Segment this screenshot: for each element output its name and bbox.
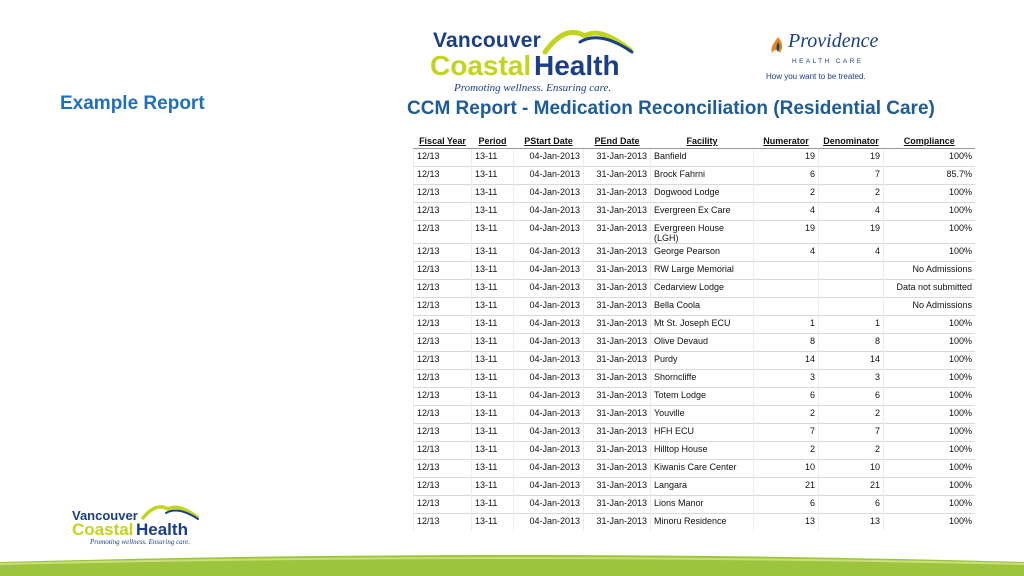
cell-numerator: 4 <box>754 244 819 262</box>
cell-denominator: 19 <box>819 149 884 167</box>
cell-compliance: No Admissions <box>884 298 976 316</box>
cell-fiscal-year: 12/13 <box>414 352 472 370</box>
report-table <box>413 133 975 531</box>
table-row <box>414 221 976 244</box>
cell-facility: Langara <box>651 478 754 496</box>
cell-compliance: 100% <box>884 496 976 514</box>
cell-pend-date: 31-Jan-2013 <box>584 244 651 262</box>
table-body <box>414 149 976 532</box>
cell-compliance: 100% <box>884 203 976 221</box>
cell-facility: Cedarview Lodge <box>651 280 754 298</box>
cell-denominator: 2 <box>819 406 884 424</box>
flame-logo-icon <box>768 35 788 55</box>
table-row <box>414 496 976 514</box>
cell-fiscal-year: 12/13 <box>414 298 472 316</box>
cell-facility: Brock Fahrni <box>651 167 754 185</box>
cell-pstart-date: 04-Jan-2013 <box>514 334 584 352</box>
cell-denominator: 2 <box>819 442 884 460</box>
cell-fiscal-year: 12/13 <box>414 370 472 388</box>
table-row <box>414 388 976 406</box>
cell-facility: Bella Coola <box>651 298 754 316</box>
cell-numerator: 6 <box>754 496 819 514</box>
cell-compliance: 100% <box>884 442 976 460</box>
cell-fiscal-year: 12/13 <box>414 496 472 514</box>
cell-pend-date: 31-Jan-2013 <box>584 280 651 298</box>
cell-fiscal-year: 12/13 <box>414 167 472 185</box>
cell-denominator <box>819 262 884 280</box>
vch-tagline: Promoting wellness. Ensuring care. <box>90 538 191 546</box>
providence-tagline: How you want to be treated. <box>766 72 866 81</box>
table-row <box>414 460 976 478</box>
cell-denominator <box>819 298 884 316</box>
cell-pend-date: 31-Jan-2013 <box>584 460 651 478</box>
cell-compliance: 100% <box>884 424 976 442</box>
table-row <box>414 203 976 221</box>
table-row <box>414 424 976 442</box>
cell-period: 13-11 <box>472 424 514 442</box>
cell-facility: Kiwanis Care Center <box>651 460 754 478</box>
cell-pstart-date: 04-Jan-2013 <box>514 262 584 280</box>
cell-numerator: 14 <box>754 352 819 370</box>
cell-period: 13-11 <box>472 352 514 370</box>
cell-pend-date: 31-Jan-2013 <box>584 478 651 496</box>
vch-wordmark-health: Health <box>136 520 188 539</box>
cell-compliance: 100% <box>884 370 976 388</box>
cell-numerator: 2 <box>754 406 819 424</box>
cell-pend-date: 31-Jan-2013 <box>584 514 651 532</box>
table-row <box>414 244 976 262</box>
cell-denominator: 10 <box>819 460 884 478</box>
cell-numerator <box>754 262 819 280</box>
cell-fiscal-year: 12/13 <box>414 262 472 280</box>
table-row <box>414 167 976 185</box>
col-header-compliance[interactable]: Compliance <box>884 133 976 149</box>
cell-facility: Purdy <box>651 352 754 370</box>
cell-pend-date: 31-Jan-2013 <box>584 370 651 388</box>
cell-numerator: 7 <box>754 424 819 442</box>
cell-pend-date: 31-Jan-2013 <box>584 262 651 280</box>
cell-period: 13-11 <box>472 316 514 334</box>
cell-pend-date: 31-Jan-2013 <box>584 406 651 424</box>
cell-pend-date: 31-Jan-2013 <box>584 167 651 185</box>
col-header-fiscal-year[interactable]: Fiscal Year <box>414 133 472 149</box>
cell-facility: Youville <box>651 406 754 424</box>
cell-compliance: 100% <box>884 185 976 203</box>
cell-compliance: 100% <box>884 221 976 244</box>
cell-fiscal-year: 12/13 <box>414 406 472 424</box>
cell-period: 13-11 <box>472 149 514 167</box>
cell-numerator: 6 <box>754 167 819 185</box>
cell-numerator: 2 <box>754 442 819 460</box>
cell-pstart-date: 04-Jan-2013 <box>514 388 584 406</box>
cell-fiscal-year: 12/13 <box>414 221 472 244</box>
cell-period: 13-11 <box>472 185 514 203</box>
cell-denominator: 21 <box>819 478 884 496</box>
cell-facility: Lions Manor <box>651 496 754 514</box>
table-row <box>414 262 976 280</box>
cell-compliance: 100% <box>884 460 976 478</box>
cell-facility: Hilltop House <box>651 442 754 460</box>
cell-fiscal-year: 12/13 <box>414 442 472 460</box>
cell-fiscal-year: 12/13 <box>414 149 472 167</box>
cell-denominator: 19 <box>819 221 884 244</box>
cell-facility: HFH ECU <box>651 424 754 442</box>
col-header-numerator[interactable]: Numerator <box>754 133 819 149</box>
cell-facility: Banfield <box>651 149 754 167</box>
cell-pend-date: 31-Jan-2013 <box>584 185 651 203</box>
cell-period: 13-11 <box>472 460 514 478</box>
cell-denominator: 6 <box>819 496 884 514</box>
cell-compliance: No Admissions <box>884 262 976 280</box>
cell-pstart-date: 04-Jan-2013 <box>514 203 584 221</box>
cell-period: 13-11 <box>472 203 514 221</box>
cell-denominator: 14 <box>819 352 884 370</box>
cell-pend-date: 31-Jan-2013 <box>584 496 651 514</box>
providence-wordmark: Providence <box>788 30 879 52</box>
providence-subtitle: HEALTH CARE <box>792 58 864 65</box>
cell-numerator: 2 <box>754 185 819 203</box>
table-row <box>414 352 976 370</box>
vch-wordmark-coastal: Coastal <box>72 520 134 539</box>
cell-fiscal-year: 12/13 <box>414 185 472 203</box>
cell-numerator: 13 <box>754 514 819 532</box>
cell-pend-date: 31-Jan-2013 <box>584 352 651 370</box>
cell-pstart-date: 04-Jan-2013 <box>514 221 584 244</box>
cell-fiscal-year: 12/13 <box>414 460 472 478</box>
cell-denominator: 4 <box>819 244 884 262</box>
cell-facility: George Pearson <box>651 244 754 262</box>
table-row <box>414 514 976 532</box>
cell-pstart-date: 04-Jan-2013 <box>514 478 584 496</box>
cell-period: 13-11 <box>472 334 514 352</box>
cell-period: 13-11 <box>472 496 514 514</box>
cell-pend-date: 31-Jan-2013 <box>584 203 651 221</box>
table-row <box>414 334 976 352</box>
cell-fiscal-year: 12/13 <box>414 280 472 298</box>
cell-facility: Evergreen House (LGH) <box>651 221 754 244</box>
cell-pend-date: 31-Jan-2013 <box>584 298 651 316</box>
cell-pstart-date: 04-Jan-2013 <box>514 370 584 388</box>
cell-compliance: 100% <box>884 244 976 262</box>
cell-pend-date: 31-Jan-2013 <box>584 149 651 167</box>
cell-denominator: 3 <box>819 370 884 388</box>
cell-pend-date: 31-Jan-2013 <box>584 442 651 460</box>
cell-period: 13-11 <box>472 514 514 532</box>
cell-denominator: 7 <box>819 424 884 442</box>
providence-logo <box>766 30 916 85</box>
cell-fiscal-year: 12/13 <box>414 244 472 262</box>
cell-numerator: 3 <box>754 370 819 388</box>
cell-numerator: 6 <box>754 388 819 406</box>
cell-fiscal-year: 12/13 <box>414 316 472 334</box>
cell-pend-date: 31-Jan-2013 <box>584 388 651 406</box>
cell-pstart-date: 04-Jan-2013 <box>514 514 584 532</box>
cell-denominator: 2 <box>819 185 884 203</box>
cell-numerator: 8 <box>754 334 819 352</box>
cell-pstart-date: 04-Jan-2013 <box>514 167 584 185</box>
table-row <box>414 370 976 388</box>
cell-period: 13-11 <box>472 298 514 316</box>
table-row <box>414 316 976 334</box>
col-header-period[interactable]: Period <box>472 133 514 149</box>
cell-facility: Minoru Residence <box>651 514 754 532</box>
cell-pstart-date: 04-Jan-2013 <box>514 352 584 370</box>
cell-fiscal-year: 12/13 <box>414 478 472 496</box>
table-row <box>414 478 976 496</box>
cell-denominator: 7 <box>819 167 884 185</box>
cell-facility: Shorncliffe <box>651 370 754 388</box>
cell-denominator: 13 <box>819 514 884 532</box>
cell-facility: Olive Devaud <box>651 334 754 352</box>
cell-period: 13-11 <box>472 221 514 244</box>
cell-period: 13-11 <box>472 442 514 460</box>
cell-fiscal-year: 12/13 <box>414 514 472 532</box>
table-row <box>414 149 976 167</box>
cell-pstart-date: 04-Jan-2013 <box>514 424 584 442</box>
cell-denominator: 4 <box>819 203 884 221</box>
col-header-pstart-date[interactable]: PStart Date <box>514 133 584 149</box>
cell-denominator: 6 <box>819 388 884 406</box>
col-header-denominator[interactable]: Denominator <box>819 133 884 149</box>
cell-fiscal-year: 12/13 <box>414 388 472 406</box>
cell-period: 13-11 <box>472 478 514 496</box>
cell-fiscal-year: 12/13 <box>414 424 472 442</box>
footer-bar <box>0 552 1024 576</box>
cell-denominator <box>819 280 884 298</box>
table-row <box>414 406 976 424</box>
cell-compliance: 100% <box>884 334 976 352</box>
cell-pstart-date: 04-Jan-2013 <box>514 149 584 167</box>
cell-facility: Evergreen Ex Care <box>651 203 754 221</box>
cell-facility: RW Large Memorial <box>651 262 754 280</box>
cell-fiscal-year: 12/13 <box>414 334 472 352</box>
cell-pstart-date: 04-Jan-2013 <box>514 406 584 424</box>
slide-title: Example Report <box>60 93 205 114</box>
table-row <box>414 298 976 316</box>
cell-pstart-date: 04-Jan-2013 <box>514 244 584 262</box>
cell-numerator: 21 <box>754 478 819 496</box>
cell-numerator: 10 <box>754 460 819 478</box>
cell-denominator: 1 <box>819 316 884 334</box>
mountain-logo-icon <box>140 500 200 522</box>
cell-facility: Mt St. Joseph ECU <box>651 316 754 334</box>
table-row <box>414 280 976 298</box>
cell-numerator <box>754 280 819 298</box>
cell-pstart-date: 04-Jan-2013 <box>514 185 584 203</box>
cell-pend-date: 31-Jan-2013 <box>584 424 651 442</box>
cell-period: 13-11 <box>472 262 514 280</box>
cell-numerator: 19 <box>754 221 819 244</box>
cell-period: 13-11 <box>472 280 514 298</box>
cell-numerator: 1 <box>754 316 819 334</box>
vch-wordmark-line1: Vancouver <box>72 508 138 523</box>
cell-facility: Dogwood Lodge <box>651 185 754 203</box>
cell-compliance: 85.7% <box>884 167 976 185</box>
cell-pend-date: 31-Jan-2013 <box>584 334 651 352</box>
cell-compliance: 100% <box>884 388 976 406</box>
cell-pstart-date: 04-Jan-2013 <box>514 280 584 298</box>
vch-wordmark-health: Health <box>534 50 620 81</box>
vch-logo-bottom <box>72 500 232 550</box>
cell-numerator: 19 <box>754 149 819 167</box>
cell-period: 13-11 <box>472 244 514 262</box>
table-row <box>414 185 976 203</box>
cell-pend-date: 31-Jan-2013 <box>584 221 651 244</box>
vch-wordmark-line1: Vancouver <box>433 29 542 52</box>
cell-compliance: 100% <box>884 406 976 424</box>
cell-compliance: Data not submitted <box>884 280 976 298</box>
cell-pstart-date: 04-Jan-2013 <box>514 298 584 316</box>
cell-pend-date: 31-Jan-2013 <box>584 316 651 334</box>
cell-compliance: 100% <box>884 514 976 532</box>
cell-facility: Totem Lodge <box>651 388 754 406</box>
cell-period: 13-11 <box>472 406 514 424</box>
cell-compliance: 100% <box>884 478 976 496</box>
cell-compliance: 100% <box>884 352 976 370</box>
cell-denominator: 8 <box>819 334 884 352</box>
cell-compliance: 100% <box>884 316 976 334</box>
cell-pstart-date: 04-Jan-2013 <box>514 442 584 460</box>
vch-wordmark-coastal: Coastal <box>430 50 532 81</box>
cell-pstart-date: 04-Jan-2013 <box>514 496 584 514</box>
cell-period: 13-11 <box>472 167 514 185</box>
table-header-row <box>414 133 976 149</box>
cell-compliance: 100% <box>884 149 976 167</box>
cell-fiscal-year: 12/13 <box>414 203 472 221</box>
cell-period: 13-11 <box>472 370 514 388</box>
report-title: CCM Report - Medication Reconciliation (Residential Care) <box>407 98 935 119</box>
cell-pstart-date: 04-Jan-2013 <box>514 316 584 334</box>
table-row <box>414 442 976 460</box>
cell-numerator <box>754 298 819 316</box>
cell-pstart-date: 04-Jan-2013 <box>514 460 584 478</box>
vch-tagline: Promoting wellness. Ensuring care. <box>454 82 612 94</box>
cell-numerator: 4 <box>754 203 819 221</box>
col-header-pend-date[interactable]: PEnd Date <box>584 133 651 149</box>
vch-logo-top <box>430 20 635 98</box>
col-header-facility[interactable]: Facility <box>651 133 754 149</box>
cell-period: 13-11 <box>472 388 514 406</box>
